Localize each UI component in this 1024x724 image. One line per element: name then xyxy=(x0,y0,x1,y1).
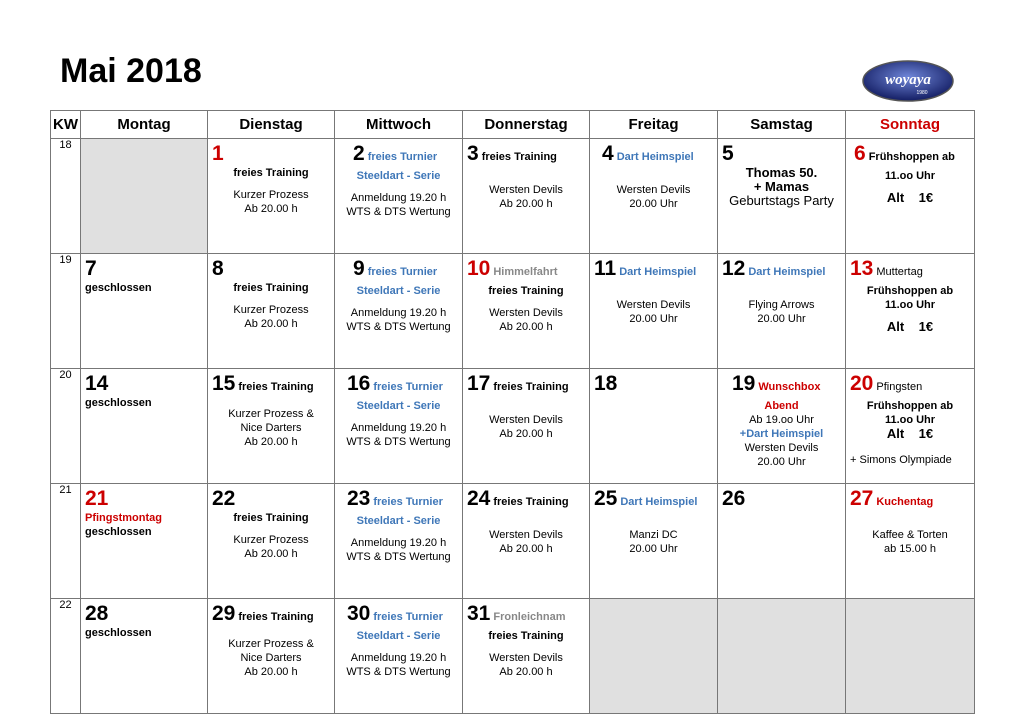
day-cell xyxy=(846,139,975,254)
day-number: 16 xyxy=(347,372,371,395)
calendar-table xyxy=(50,110,975,714)
day-cell xyxy=(463,599,590,714)
event-text: Wersten Devils xyxy=(616,184,691,196)
event-text: Dart Heimspiel xyxy=(616,151,694,163)
event-text: Dart Heimspiel xyxy=(620,496,698,508)
event-text: Alt 1€ xyxy=(886,319,934,334)
event-text: freies Training xyxy=(233,167,309,179)
event-text: Ab 20.00 h xyxy=(499,543,553,555)
event-text: Ab 20.00 h xyxy=(244,548,298,560)
event-text: WTS & DTS Wertung xyxy=(346,436,451,448)
event-text: Dart Heimspiel xyxy=(748,266,826,278)
event-text: Steeldart - Serie xyxy=(356,400,441,412)
day-number: 25 xyxy=(594,487,618,510)
day-cell xyxy=(208,484,335,599)
event-text: WTS & DTS Wertung xyxy=(346,206,451,218)
event-text: 20.00 Uhr xyxy=(629,313,678,325)
day-cell xyxy=(81,599,208,714)
event-text: Anmeldung 19.20 h xyxy=(350,652,447,664)
day-number: 14 xyxy=(85,372,109,395)
day-number: 26 xyxy=(722,487,746,510)
day-number: 23 xyxy=(347,487,371,510)
day-number: 29 xyxy=(212,602,236,625)
event-text: Pfingstmontag xyxy=(85,512,162,524)
event-text: Ab 20.00 h xyxy=(499,321,553,333)
event-text: Frühshoppen ab xyxy=(866,285,954,297)
event-text: Wersten Devils xyxy=(489,652,563,664)
event-text: freies Training xyxy=(233,282,309,294)
header-sunday: Sonntag xyxy=(846,111,975,139)
event-text: ab 15.00 h xyxy=(884,543,936,555)
day-number: 13 xyxy=(850,257,874,280)
day-cell xyxy=(846,484,975,599)
day-cell xyxy=(335,139,463,254)
event-text: Frühshoppen ab xyxy=(866,400,954,412)
day-cell xyxy=(335,369,463,484)
event-text: Ab 20.00 h xyxy=(244,666,298,678)
event-text: Steeldart - Serie xyxy=(356,630,441,642)
holiday-label: Fronleichnam xyxy=(493,611,566,623)
day-number: 28 xyxy=(85,602,109,625)
event-text: Ab 19.oo Uhr xyxy=(749,414,814,426)
day-cell xyxy=(335,254,463,369)
event-text: Anmeldung 19.20 h xyxy=(350,192,447,204)
event-text: geschlossen xyxy=(85,627,152,639)
event-text: Wersten Devils xyxy=(616,299,691,311)
day-number: 4 xyxy=(602,142,614,165)
event-text: +Dart Heimspiel xyxy=(739,428,824,440)
event-text: Frühshoppen ab xyxy=(868,151,955,163)
event-text: Thomas 50. xyxy=(745,165,818,180)
event-text: Ab 20.00 h xyxy=(499,666,553,678)
event-text: Ab 20.00 h xyxy=(244,203,298,215)
day-number: 7 xyxy=(85,257,97,280)
day-number: 9 xyxy=(353,257,365,280)
event-text: Ab 20.00 h xyxy=(244,318,298,330)
day-number: 11 xyxy=(594,257,617,280)
day-number: 2 xyxy=(353,142,365,165)
day-cell xyxy=(208,369,335,484)
empty-day-cell xyxy=(718,599,846,714)
kw-cell: 22 xyxy=(51,599,81,714)
week-row xyxy=(51,369,975,484)
day-cell xyxy=(335,599,463,714)
day-cell xyxy=(81,484,208,599)
day-cell xyxy=(590,254,718,369)
empty-day-cell xyxy=(590,599,718,714)
day-number: 31 xyxy=(467,602,491,625)
event-text: Ab 20.00 h xyxy=(499,428,553,440)
event-text: freies Turnier xyxy=(367,266,438,278)
event-text: Alt 1€ xyxy=(886,426,934,441)
event-text: Wunschbox xyxy=(758,381,821,393)
event-text: freies Training xyxy=(238,611,314,623)
week-row xyxy=(51,139,975,254)
day-cell xyxy=(718,369,846,484)
logo-text: woyaya xyxy=(885,72,931,88)
header-monday: Montag xyxy=(81,111,208,139)
week-row xyxy=(51,254,975,369)
event-text: geschlossen xyxy=(85,397,152,409)
event-text: Wersten Devils xyxy=(744,442,819,454)
kw-cell: 18 xyxy=(51,139,81,254)
day-cell xyxy=(208,254,335,369)
event-text: Alt 1€ xyxy=(886,190,934,205)
event-text: 11.oo Uhr xyxy=(884,170,936,182)
header-tuesday: Dienstag xyxy=(208,111,335,139)
event-text: freies Training xyxy=(488,630,564,642)
day-cell xyxy=(463,484,590,599)
event-text: WTS & DTS Wertung xyxy=(346,551,451,563)
header-kw: KW xyxy=(51,111,81,139)
week-row xyxy=(51,599,975,714)
event-text: Anmeldung 19.20 h xyxy=(350,537,447,549)
day-number: 19 xyxy=(732,372,756,395)
event-text: 20.00 Uhr xyxy=(629,198,678,210)
empty-day-cell xyxy=(81,139,208,254)
event-text: 20.00 Uhr xyxy=(629,543,678,555)
event-text: Anmeldung 19.20 h xyxy=(350,422,447,434)
day-number: 10 xyxy=(467,257,491,280)
event-text: Geburtstags Party xyxy=(729,193,834,208)
day-cell xyxy=(718,139,846,254)
event-text: freies Turnier xyxy=(373,611,443,623)
event-text: Wersten Devils xyxy=(489,184,563,196)
event-text: Anmeldung 19.20 h xyxy=(350,307,447,319)
day-cell xyxy=(81,369,208,484)
day-cell xyxy=(590,484,718,599)
day-cell xyxy=(463,139,590,254)
woyaya-logo xyxy=(862,60,954,102)
event-text: Kurzer Prozess xyxy=(233,534,309,546)
kw-cell: 21 xyxy=(51,484,81,599)
event-text: Flying Arrows xyxy=(748,299,815,311)
event-text: freies Training xyxy=(481,151,557,163)
kw-cell: 20 xyxy=(51,369,81,484)
holiday-label: Pfingsten xyxy=(876,381,923,393)
event-text: freies Turnier xyxy=(367,151,438,163)
event-text: Ab 20.00 h xyxy=(244,436,298,448)
day-cell xyxy=(846,254,975,369)
header-thursday: Donnerstag xyxy=(463,111,590,139)
day-cell xyxy=(208,599,335,714)
day-cell xyxy=(718,484,846,599)
event-text: Wersten Devils xyxy=(489,307,563,319)
logo-sub: 1980 xyxy=(916,90,928,96)
event-text: Kurzer Prozess xyxy=(233,189,309,201)
day-cell xyxy=(463,369,590,484)
event-text: freies Training xyxy=(233,512,309,524)
event-text: freies Turnier xyxy=(373,496,443,508)
day-number: 24 xyxy=(467,487,491,510)
event-text: Steeldart - Serie xyxy=(356,170,441,182)
event-text: Kurzer Prozess & xyxy=(228,408,314,420)
day-number: 12 xyxy=(722,257,746,280)
day-cell xyxy=(463,254,590,369)
event-text: Steeldart - Serie xyxy=(356,515,441,527)
day-number: 21 xyxy=(85,487,109,510)
event-text: geschlossen xyxy=(85,282,152,294)
day-cell xyxy=(846,369,975,484)
header-row xyxy=(51,111,975,139)
event-text: Kurzer Prozess xyxy=(233,304,309,316)
event-text: 20.00 Uhr xyxy=(757,313,806,325)
header-friday: Freitag xyxy=(590,111,718,139)
day-number: 3 xyxy=(467,142,479,165)
event-text: Kuchentag xyxy=(876,496,934,508)
header-wednesday: Mittwoch xyxy=(335,111,463,139)
day-number: 6 xyxy=(854,142,866,165)
event-text: Ab 20.00 h xyxy=(499,198,553,210)
event-text: Nice Darters xyxy=(240,422,302,434)
event-text: Wersten Devils xyxy=(489,529,563,541)
event-text: Manzi DC xyxy=(629,529,678,541)
event-text: freies Training xyxy=(238,381,314,393)
event-text: freies Training xyxy=(488,285,564,297)
week-row xyxy=(51,484,975,599)
event-text: 11.oo Uhr xyxy=(884,299,936,311)
day-number: 1 xyxy=(212,142,224,165)
event-text: freies Training xyxy=(493,381,569,393)
event-text: Steeldart - Serie xyxy=(356,285,441,297)
event-text: Kurzer Prozess & xyxy=(228,638,314,650)
event-text: Kaffee & Torten xyxy=(872,529,948,541)
day-number: 20 xyxy=(850,372,874,395)
event-text: Wersten Devils xyxy=(489,414,563,426)
day-number: 22 xyxy=(212,487,236,510)
event-text: freies Training xyxy=(493,496,569,508)
day-cell xyxy=(590,369,718,484)
event-text: 20.00 Uhr xyxy=(757,456,806,468)
page-title: Mai 2018 xyxy=(60,52,202,90)
day-number: 8 xyxy=(212,257,224,280)
event-text: freies Turnier xyxy=(373,381,443,393)
event-text: geschlossen xyxy=(85,526,152,538)
day-cell xyxy=(335,484,463,599)
holiday-label: Muttertag xyxy=(876,266,923,278)
event-text: WTS & DTS Wertung xyxy=(346,666,451,678)
event-text: Dart Heimspiel xyxy=(619,266,697,278)
day-number: 27 xyxy=(850,487,874,510)
event-text: + Simons Olympiade xyxy=(850,454,952,466)
day-number: 18 xyxy=(594,372,618,395)
header-saturday: Samstag xyxy=(718,111,846,139)
day-number: 5 xyxy=(722,142,734,165)
event-text: WTS & DTS Wertung xyxy=(346,321,451,333)
day-number: 30 xyxy=(347,602,371,625)
day-cell xyxy=(208,139,335,254)
empty-day-cell xyxy=(846,599,975,714)
kw-cell: 19 xyxy=(51,254,81,369)
event-text: 11.oo Uhr xyxy=(884,414,936,426)
day-number: 17 xyxy=(467,372,491,395)
event-text: Abend xyxy=(764,400,799,412)
day-number: 15 xyxy=(212,372,236,395)
holiday-label: Himmelfahrt xyxy=(493,266,558,278)
day-cell xyxy=(718,254,846,369)
day-cell xyxy=(81,254,208,369)
event-text: + Mamas xyxy=(753,179,810,194)
event-text: Nice Darters xyxy=(240,652,302,664)
day-cell xyxy=(590,139,718,254)
